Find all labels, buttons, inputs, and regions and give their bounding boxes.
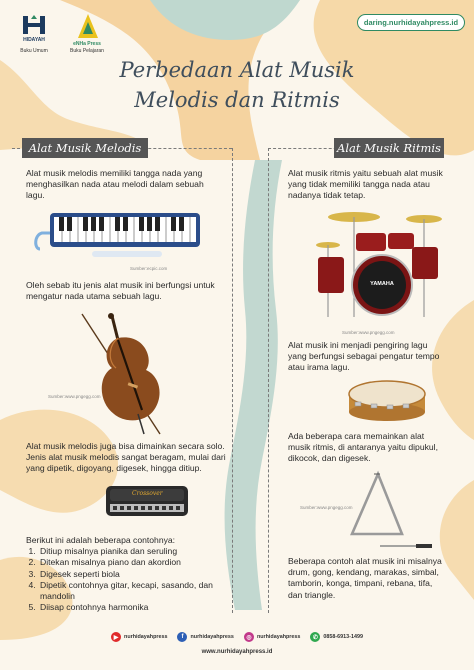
facebook-icon: f [177, 632, 187, 642]
list-item: 5. Diisap contohnya harmonika [38, 602, 226, 613]
drum-set-icon [312, 207, 447, 327]
whatsapp-number: 0858-6913-1499 [323, 634, 363, 640]
melodis-paragraph-1: Alat musik melodis memiliki tangga nada yang menghasilkan nada atau melodi dalam sebuah lagu. [26, 168, 204, 201]
logo2-sub: Buku Pelajaran [70, 48, 104, 54]
divider [232, 148, 233, 613]
melodis-paragraph-2: Oleh sebab itu jenis alat musik ini berfungsi untuk mengatur nada utama sebuah lagu. [26, 280, 215, 302]
divider [268, 148, 269, 613]
logo1-name: HIDAYAH [23, 37, 45, 43]
cello-icon [74, 310, 174, 438]
melodis-list [26, 546, 226, 613]
whatsapp-icon: ✆ [310, 632, 320, 642]
page-title-line1: Perbedaan Alat Musik [119, 58, 355, 82]
melodis-list-block [26, 535, 226, 613]
footer-social [0, 630, 474, 644]
image-source: Sumber:www.pngegg.com [300, 505, 353, 510]
instagram-link[interactable] [244, 632, 300, 642]
ritmis-paragraph-1: Alat musik ritmis yaitu sebuah alat musik yang tidak memiliki tangga nada atau nadanya tidak tetap. [288, 168, 443, 201]
image-source: Sumber:www.pngegg.com [48, 394, 101, 399]
youtube-icon: ▶ [111, 632, 121, 642]
image-source: Sumber:ecpic.com [130, 266, 168, 271]
harmonica-icon [102, 482, 192, 522]
logo2-name: eNHa Press [73, 41, 101, 47]
ritmis-paragraph-4: Beberapa contoh alat musik ini misalnya drum, gong, kendang, marakas, simbal, tamborin, konga, timpani, rebana, tifa, dan triangle. [288, 556, 442, 600]
footer-website[interactable]: www.nurhidayahpress.id [201, 649, 273, 655]
list-item: 3. Digesek seperti biola [38, 569, 226, 580]
youtube-handle: nurhidayahpress [124, 634, 168, 640]
list-item: 2. Ditekan misalnya piano dan akordion [38, 557, 226, 568]
ritmis-paragraph-2: Alat musik ini menjadi pengiring lagu yang berfungsi sebagai pengatur tempo atau irama lagu. [288, 340, 440, 373]
youtube-link[interactable] [111, 632, 167, 642]
harmonica-brand: Crossover [132, 490, 163, 497]
page-title-line2: Melodis dan Ritmis [134, 88, 340, 112]
facebook-link[interactable] [177, 632, 233, 642]
image-source: Sumber:www.pngegg.com [342, 330, 395, 335]
list-item: 1. Ditiup misalnya pianika dan seruling [38, 546, 226, 557]
triangle-instrument-icon [346, 470, 436, 550]
heading-melodis: Alat Musik Melodis [22, 138, 148, 158]
ritmis-paragraph-3: Ada beberapa cara memainkan alat musik ritmis, di antaranya yaitu dipukul, dikocok, dan digesek. [288, 431, 438, 464]
hidayah-logo-icon [20, 14, 48, 36]
logo1-sub: Buku Umum [20, 48, 48, 54]
instagram-icon: ◎ [244, 632, 254, 642]
melodis-list-intro: Berikut ini adalah beberapa contohnya: [26, 535, 176, 545]
melodis-paragraph-3: Alat musik melodis juga bisa dimainkan secara solo. Jenis alat musik melodis sangat beragam, mulai dari yang dipetik, digoyang, digesek, hingga ditiup. [26, 441, 226, 474]
website-badge-text: daring.nurhidayahpress.id [363, 18, 459, 27]
drum-brand: YAMAHA [370, 281, 394, 287]
pianika-icon [32, 207, 207, 267]
whatsapp-link[interactable] [310, 632, 363, 642]
website-badge[interactable] [357, 14, 465, 31]
enha-logo-icon [76, 12, 100, 40]
heading-ritmis: Alat Musik Ritmis [334, 138, 444, 158]
list-item: 4. Dipetik contohnya gitar, kecapi, sasando, dan mandolin [38, 580, 226, 602]
instagram-handle: nurhidayahpress [256, 634, 301, 640]
tambourine-icon [345, 376, 429, 422]
facebook-handle: nurhidayahpress [190, 634, 234, 640]
